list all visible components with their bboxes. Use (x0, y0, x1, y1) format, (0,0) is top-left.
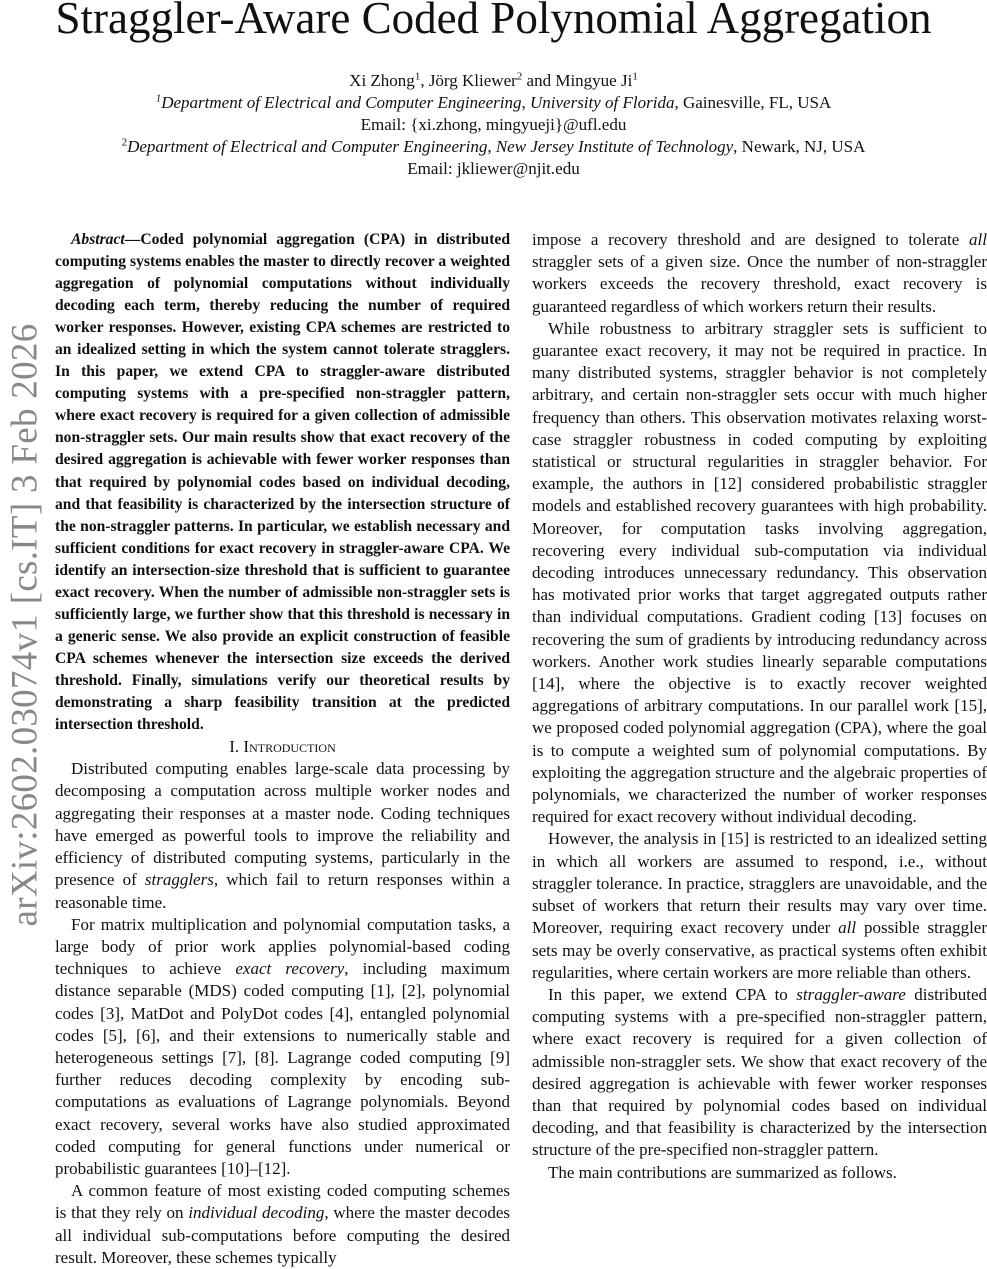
section-heading: I. Introduction (229, 737, 336, 757)
location: , Newark, NJ, USA (733, 137, 866, 156)
body-paragraph (532, 1162, 987, 1184)
paragraph-text: Distributed computing enables large-scale data processing by decomposing a computation across multiple worker nodes and aggregating their responses at a master node. Coding techniques have emerged as powerful tools to improve the reliability and efficiency of distributed computing systems, particularly in the presence of (55, 759, 510, 890)
body-paragraph (532, 828, 987, 983)
paragraph-text: impose a recovery threshold and are designed to tolerate (532, 230, 970, 249)
affiliation-1: $^1$Department of Electrical and Computer Engineering, University of Florida, Gainesville, FL, USA (155, 92, 832, 112)
paragraph-text: In this paper, we extend CPA to (548, 984, 797, 1004)
paragraph-text: While robustness to arbitrary straggler sets is sufficient to guarantee exact recovery, it may not be required in practice. In many distributed systems, straggler behavior is not completely arbitrary, and certain non-straggler sets occur with much higher frequency than others. This observation motivates relaxing worst-case straggler robustness in coded computing by exploiting statistical or structural regularities in straggler behavior. For example, the authors in [12] considered probabilistic straggler models and established recovery guarantees with high probability. Moreover, for computation tasks involving aggregation, recovering every individual sub-computation via individual decoding introduces unnecessary redundancy. This observation has motivated prior works that target aggregated outputs rather than individual computations. Gradient coding [13] focuses on recovering the sum of gradients by introducing redundancy across workers. Another work studies linearly separable computations [14], where the objective is to exactly recover weighted aggregations of arbitrary computations. In our parallel work [15], we proposed coded polynomial aggregation (CPA), where the goal is to compute a weighted sum of polynomial computations. By exploiting the aggregation structure and the algebraic properties of polynomials, we characterized the number of worker responses required for exact recovery without individual decoding. (532, 318, 987, 827)
emphasized-text: straggler-aware (796, 984, 906, 1004)
paragraph-text: straggler sets of a given size. Once the number of non-straggler workers exceeds the recovery threshold, exact recovery is guaranteed regardless of which workers return their results. (532, 252, 987, 316)
department: Department of Electrical and Computer Engineering (127, 137, 488, 156)
right-column (532, 229, 987, 1184)
body-paragraph (532, 318, 987, 829)
right-body (532, 229, 987, 1184)
author-separator: and (522, 71, 556, 90)
arxiv-watermark: arXiv:2602.03074v1 [cs.IT] 3 Feb 2026 (4, 323, 46, 927)
paragraph-text: For matrix multiplication and polynomial computation tasks, a large body of prior work applies polynomial-based coding techniques to achieve (55, 914, 510, 979)
paragraph-text: , which fail to return responses within a reasonable time. (55, 870, 510, 912)
author-separator: , (420, 71, 429, 90)
body-paragraph (532, 984, 987, 1162)
author-name: Mingyue Ji (555, 71, 633, 90)
location: , Gainesville, FL, USA (674, 93, 832, 112)
abstract-label: Abstract (71, 231, 125, 248)
paragraph-text: , where the master decodes all individual sub-computations before computing the desired result. Moreover, these schemes typically (55, 1203, 510, 1267)
affiliation-2: $^2$Department of Electrical and Computer Engineering, New Jersey Institute of Technology, Newark, NJ, USA (121, 136, 866, 156)
body-paragraph (55, 914, 510, 1180)
affiliation-marker: 2 (516, 70, 523, 83)
author-list (0, 70, 987, 92)
paper-title: Straggler-Aware Coded Polynomial Aggregation (55, 0, 932, 43)
affiliation-marker: 1 (155, 92, 162, 105)
body-paragraph (55, 758, 510, 913)
affiliation-marker: 1 (414, 70, 421, 83)
department: Department of Electrical and Computer Engineering (161, 93, 522, 112)
author-name: Jörg Kliewer (428, 71, 517, 90)
paragraph-text: However, the analysis in [15] is restricted to an idealized setting in which all workers are assumed to respond, i.e., without straggler tolerance. In practice, stragglers are unavoidable, and the subset of workers that return their results may vary over time. Moreover, requiring exact recovery under (532, 829, 987, 938)
affiliation-marker: 2 (121, 136, 128, 149)
paragraph-text: The main contributions are summarized as follows. (548, 1162, 897, 1182)
emphasized-text: stragglers (144, 870, 214, 890)
emphasized-text: individual decoding (188, 1203, 325, 1223)
paragraph-text: A common feature of most existing coded computing schemes is that they rely on (55, 1181, 510, 1223)
abstract-text: —Coded polynomial aggregation (CPA) in distributed computing systems enables the master to directly recover a weighted aggregation of polynomial computations without individually decoding each term, thereby reducing the number of required worker responses. However, existing CPA schemes are restricted to an idealized setting in which the system cannot tolerate stragglers. In this paper, we extend CPA to straggler-aware distributed computing systems with a pre-specified non-straggler pattern, where exact recovery is required for a given collection of admissible non-straggler sets. Our main results show that exact recovery of the desired aggregation is achievable with fewer worker responses than that required by polynomial codes based on individual decoding, and that feasibility is characterized by the intersection structure of the non-straggler patterns. In particular, we establish necessary and sufficient conditions for exact recovery in straggler-aware CPA. We identify an intersection-size threshold that is sufficient to guarantee exact recovery. When the number of admissible non-straggler sets is sufficiently large, we further show that this threshold is necessary in a generic sense. We also provide an explicit construction of feasible CPA schemes whenever the intersection size exceeds the derived threshold. Finally, simulations verify our theoretical results by demonstrating a sharp feasibility transition at the predicted intersection threshold. (55, 231, 510, 734)
paragraph-text: possible straggler sets may be overly conservative, as practical systems often exhibit regularities, where certain workers are more reliable than others. (532, 918, 987, 982)
author-name: Xi Zhong (349, 71, 415, 90)
institution: University of Florida (529, 93, 675, 112)
emphasized-text: all (838, 918, 857, 938)
left-body (55, 758, 510, 1269)
email-1: Email: {xi.zhong, mingyueji}@ufl.edu (360, 115, 627, 134)
paragraph-text: distributed computing systems with a pre-specified non-straggler pattern, where exact recovery is required for a given collection of admissible non-straggler sets. We show that exact recovery of the desired aggregation is achievable with fewer worker responses than that required by polynomial codes based on individual decoding, and that feasibility is characterized by the intersection structure of the pre-specified non-straggler pattern. (532, 984, 987, 1160)
email-2: Email: jkliewer@njit.edu (407, 159, 580, 178)
paragraph-text: , including maximum distance separable (MDS) coded computing [1], [2], polynomial codes [3], MatDot and PolyDot codes [4], entangled polynomial codes [5], [6], and their extensions to numerically stable and heterogeneous settings [7], [8]. Lagrange coded computing [9] further reduces decoding complexity by encoding sub-computations as evaluations of Lagrange polynomials. Beyond exact recovery, several works have also studied approximated coded computing for general functions under numerical or probabilistic guarantees [10]–[12]. (55, 959, 511, 1178)
left-column (55, 229, 510, 1269)
body-paragraph (55, 1180, 510, 1269)
body-paragraph (532, 229, 987, 318)
affiliation-marker: 1 (632, 70, 638, 83)
emphasized-text: all (969, 230, 987, 249)
emphasized-text: exact recovery (235, 959, 345, 979)
abstract (55, 229, 510, 736)
institution: New Jersey Institute of Technology (495, 137, 734, 156)
